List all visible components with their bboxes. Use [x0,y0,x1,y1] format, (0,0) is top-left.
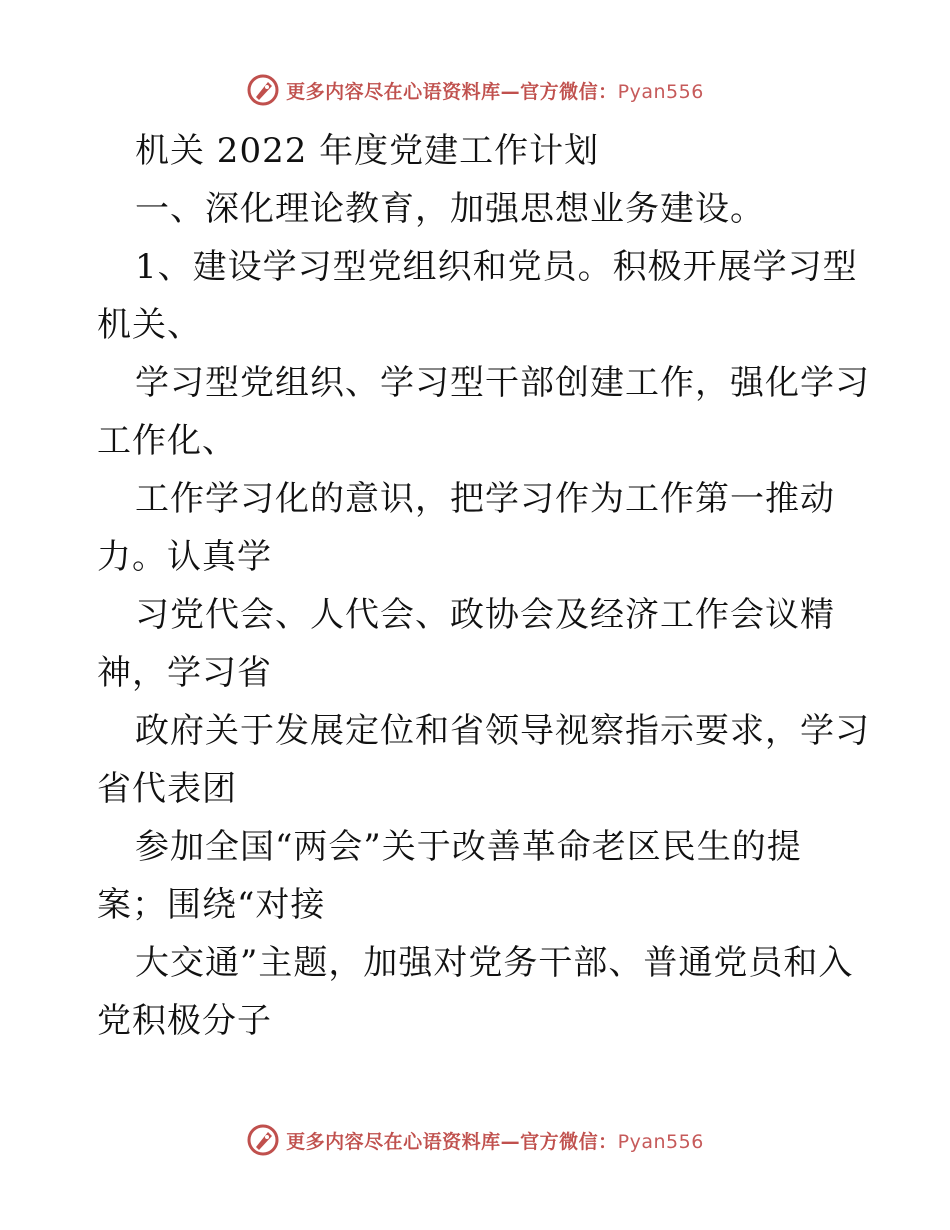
footer-watermark [0,1120,950,1160]
paragraph-line: 大交通”主题，加强对党务干部、普通党员和入 [135,943,854,983]
paragraph-line: 习党代会、人代会、政协会及经济工作会议精 [135,595,835,635]
paragraph-line: 神，学习省 [97,653,272,693]
paragraph-line: 省代表团 [97,769,237,809]
header-watermark [0,70,950,110]
watermark-text: 更多内容尽在心语资料库—官方微信：Pyan556 [286,80,704,103]
paragraph-line: 1、建设学习型党组织和党员。积极开展学习型 [135,247,858,287]
watermark-group [246,1123,704,1157]
wechat-id: Pyan556 [617,1130,704,1153]
pen-nib-circle-icon [246,73,280,107]
paragraph-line: 案；围绕“对接 [97,885,326,925]
paragraph-line: 学习型党组织、学习型干部创建工作，强化学习 [135,363,870,403]
watermark-group [246,73,704,107]
paragraph-line: 机关、 [97,305,202,345]
paragraph-line: 党积极分子 [97,1001,272,1041]
document-body [97,122,870,1050]
paragraph-line: 参加全国“两会”关于改善革命老区民生的提 [135,827,802,867]
document-title: 机关 2022 年度党建工作计划 [135,131,600,171]
paragraph-line: 政府关于发展定位和省领导视察指示要求，学习 [135,711,870,751]
paragraph-line: 工作化、 [97,421,237,461]
paragraph-line: 工作学习化的意识，把学习作为工作第一推动 [135,479,835,519]
pen-nib-circle-icon [246,1123,280,1157]
paragraph-line: 力。认真学 [97,537,272,577]
section-heading: 一、深化理论教育，加强思想业务建设。 [135,189,765,229]
watermark-text: 更多内容尽在心语资料库—官方微信：Pyan556 [286,1130,704,1153]
wechat-id: Pyan556 [617,80,704,103]
